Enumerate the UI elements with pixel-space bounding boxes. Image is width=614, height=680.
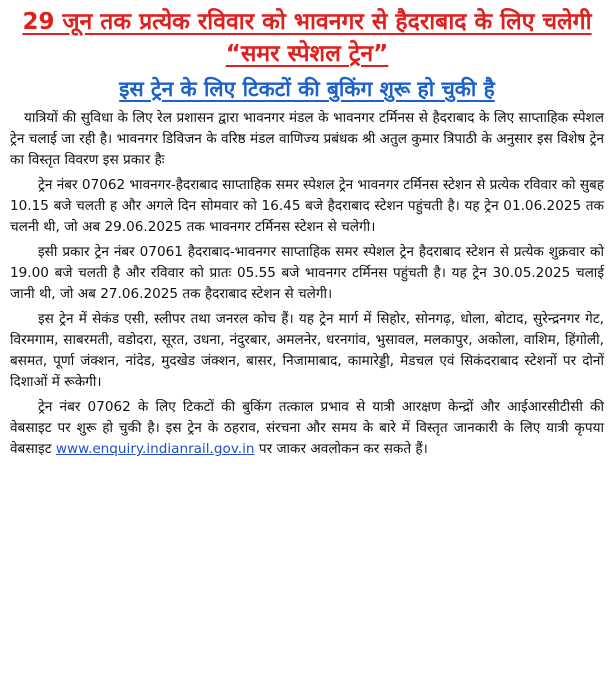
paragraph-train-07061: इसी प्रकार ट्रेन नंबर 07061 हैदराबाद-भावनगर साप्ताहिक समर स्पेशल ट्रेन हैदराबाद स्टेशन से प्रत्येक शुक्रवार को 19.00 बजे चलती है और रविवार को प्रातः 05.55 बजे भावनगर टर्मिनस पहुंचती है। यह ट्रेन 30.05.2025 चलाई जानी थी, जो अब 27.06.2025 तक हैदराबाद स्टेशन से चलेगी। [10,244,604,302]
headline: 29 जून तक प्रत्येक रविवार को भावनगर से हैदराबाद के लिए चलेगी “समर स्पेशल ट्रेन” [22,9,592,67]
enquiry-website-link[interactable]: www.enquiry.indianrail.gov.in [55,441,255,457]
paragraph-stops: इस ट्रेन में सेकंड एसी, स्लीपर तथा जनरल कोच हैं। यह ट्रेन मार्ग में सिहोर, सोनगढ़, धोला, बोटाद, सुरेन्द्रनगर गेट, विरमगाम, साबरमती, वडोदरा, सूरत, उधना, नंदुरबार, अमलनेर, धरनगांव, भुसावल, मलकापुर, अकोला, वाशिम, हिंगोली, बसमत, पूर्णा जंक्शन, नांदेड, मुदखेड जंक्शन, बासर, निजामाबाद, कामारेड्डी, मेडचल एवं सिकंदराबाद स्टेशनों पर दोनों दिशाओं में रूकेगी। [10,311,604,390]
paragraph-train-07062: ट्रेन नंबर 07062 भावनगर-हैदराबाद साप्ताहिक समर स्पेशल ट्रेन भावनगर टर्मिनस स्टेशन से प्रत्येक रविवार को सुबह 10.15 बजे चलती ह और अगले दिन सोमवार को 16.45 बजे हैदराबाद स्टेशन पहुंचती है। यह ट्रेन 01.06.2025 तक चलनी थी, जो अब 29.06.2025 तक भावनगर टर्मिनस स्टेशन से चलेगी। [10,177,604,235]
sub-headline: इस ट्रेन के लिए टिकटों की बुकिंग शुरू हो चुकी है [119,77,495,101]
paragraph-intro: यात्रियों की सुविधा के लिए रेल प्रशासन द्वारा भावनगर मंडल के भावनगर टर्मिनस से हैदराबाद के लिए साप्ताहिक स्पेशल ट्रेन चलाई जा रही है। भावनगर डिविजन के वरिष्ठ मंडल वाणिज्य प्रबंधक श्री अतुल कुमार त्रिपाठी के अनुसार इस विशेष ट्रेन का विस्तृत विवरण इस प्रकार हैः [10,110,604,168]
paragraph-booking [10,397,604,460]
booking-text: ट्रेन नंबर 07062 के लिए टिकटों की बुकिंग तत्काल प्रभाव से यात्री आरक्षण केन्द्रों और आईआरसीटीसी की वेबसाइट पर शुरू हो चुकी है। इस ट्रेन के ठहराव, संरचना और समय के बारे में विस्तृत जानकारी के लिए यात्री कृपया वेबसाइट [10,399,604,457]
booking-text-end: पर जाकर अवलोकन कर सकते हैं। [254,441,428,457]
